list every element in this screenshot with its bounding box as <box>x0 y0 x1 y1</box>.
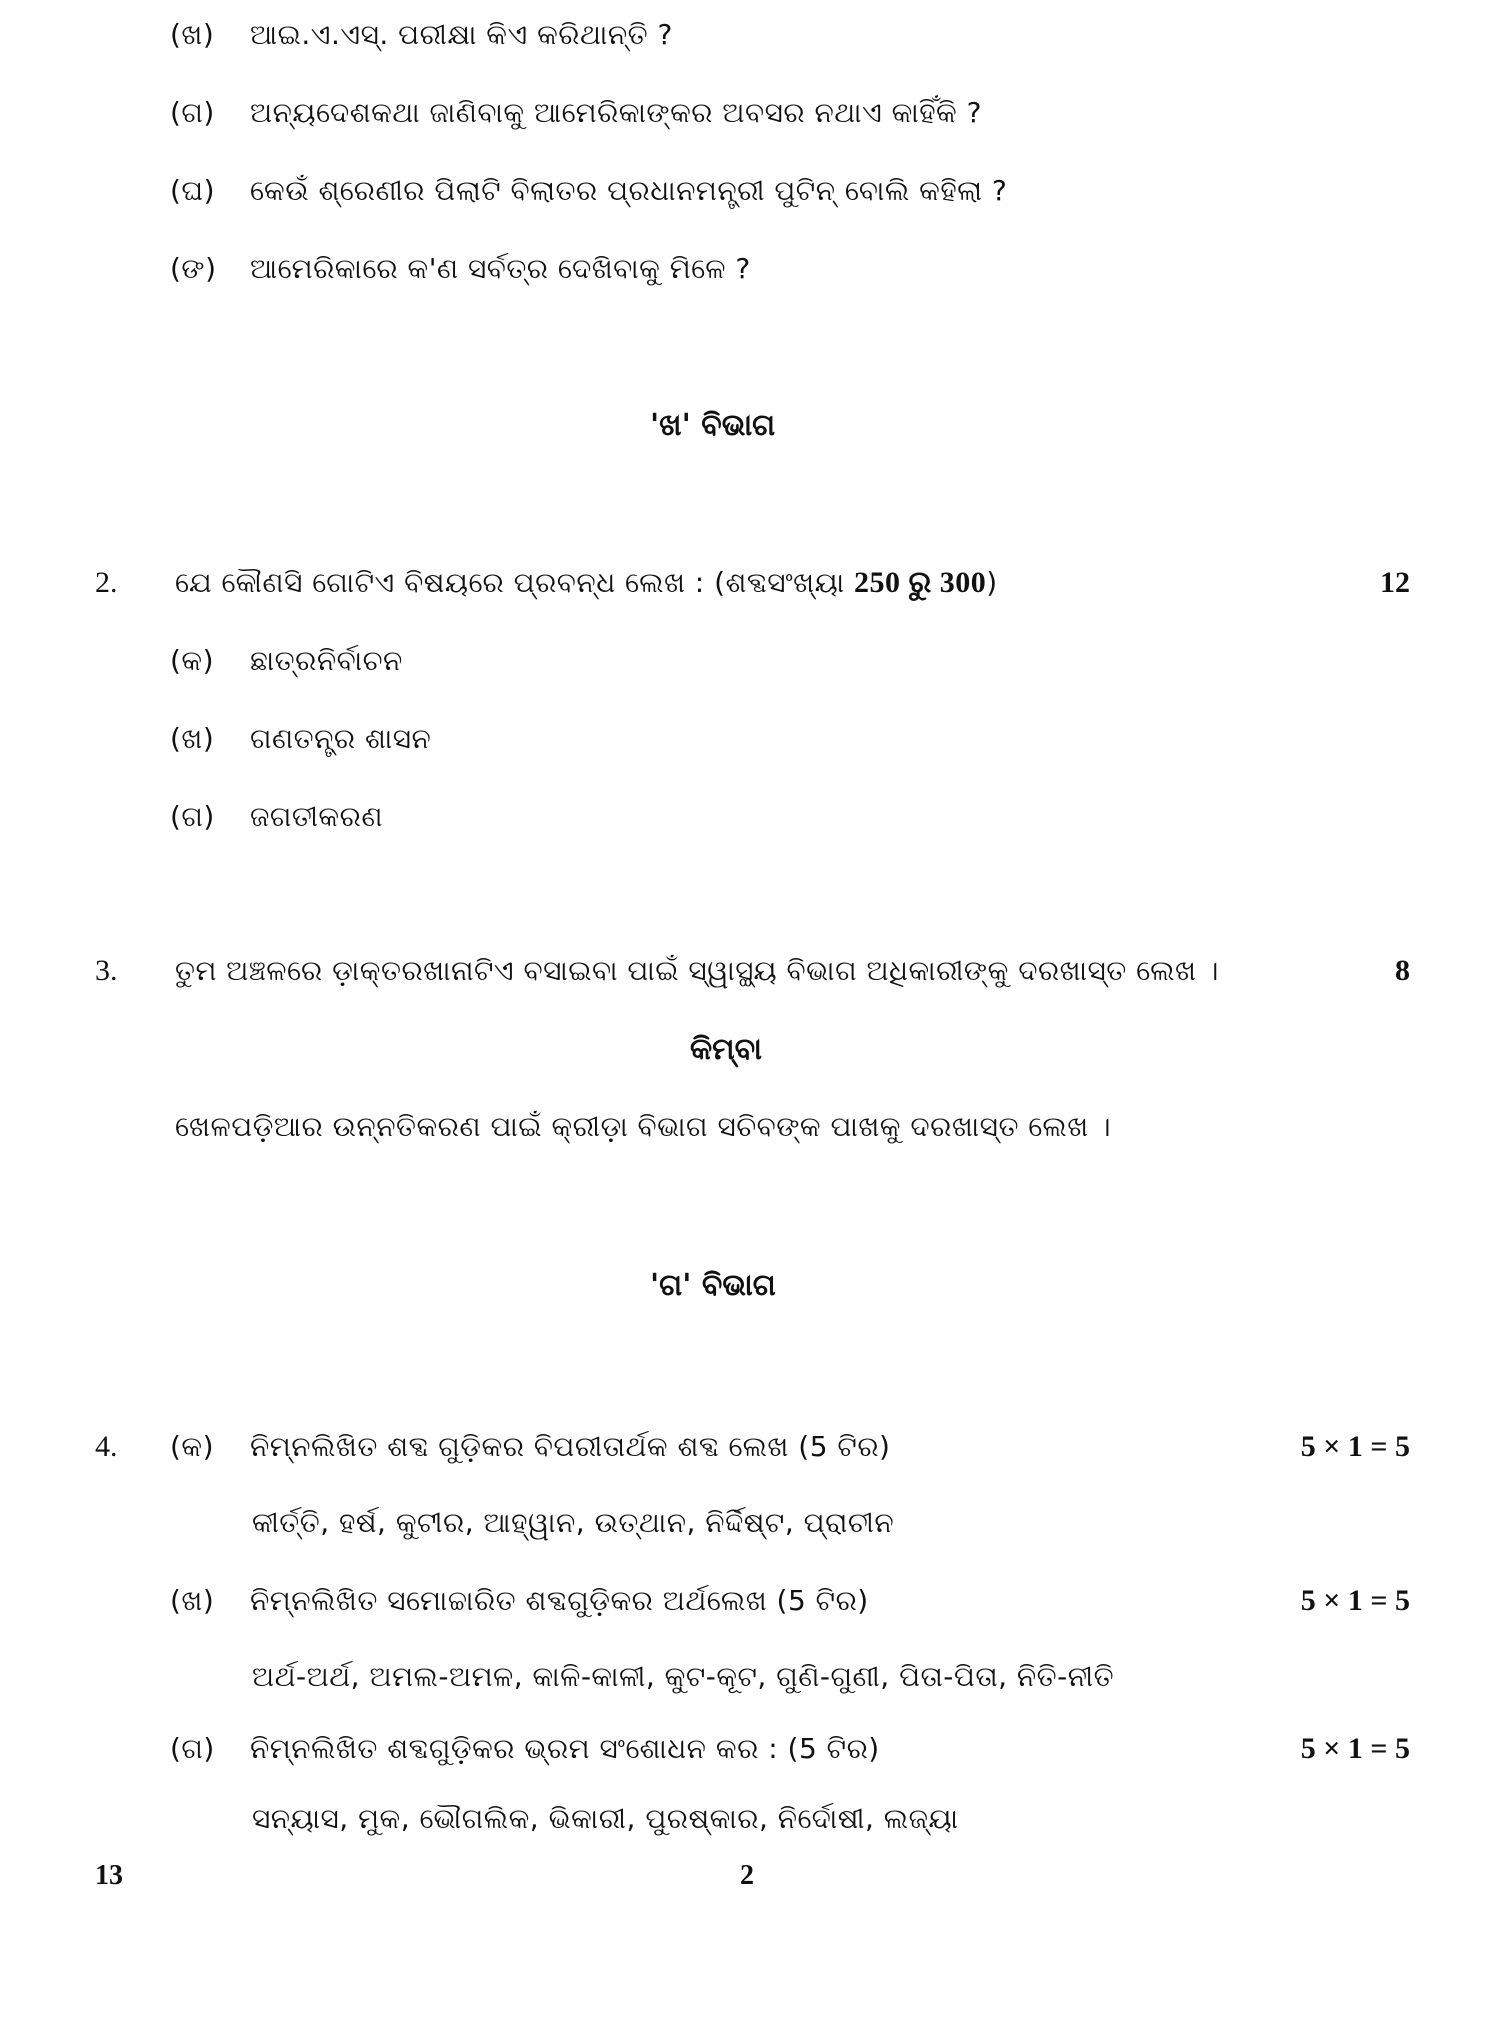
question-4-part-kha-marks: 5 × 1 = 5 <box>1300 1584 1410 1617</box>
question-2-number: 2. <box>95 566 118 599</box>
question-text: ଅନ୍ୟଦେଶକଥା ଜାଣିବାକୁ ଆମେରିକାଙ୍କର ଅବସର ନଥାଏ କାହିଁକି ? <box>250 96 983 129</box>
question-2-option-kha: (ଖ) ଗଣତନ୍ତ୍ର ଶାସନ <box>170 722 432 755</box>
question-4-part-ka: (କ) ନିମ୍ନଲିଖିତ ଶବ୍ଦ ଗୁଡ଼ିକର ବିପରୀତାର୍ଥକ ଶବ୍ଦ ଲେଖ (5 ଟିର) <box>170 1430 891 1463</box>
question-1-ga <box>170 96 982 130</box>
or-label: କିମ୍ବା <box>690 1032 762 1067</box>
question-3-marks: 8 <box>1395 954 1410 987</box>
question-3-number: 3. <box>95 954 118 987</box>
question-4-part-ga: (ଗ) ନିମ୍ନଲିଖିତ ଶବ୍ଦଗୁଡ଼ିକର ଭ୍ରମ ସଂଶୋଧନ କର : (5 ଟିର) <box>170 1732 880 1765</box>
word-range: 250 ରୁ 300 <box>853 566 987 599</box>
footer-code: 13 <box>95 1860 123 1891</box>
question-4-part-kha: (ଖ) ନିମ୍ନଲିଖିତ ସମୋଚ୍ଚାରିତ ଶବ୍ଦଗୁଡ଼ିକର ଅର୍ଥଲେଖ (5 ଟିର) <box>170 1584 869 1617</box>
question-1-kha <box>170 18 673 52</box>
question-text: କେଉଁ ଶ୍ରେଣୀର ପିଲାଟି ବିଲାତର ପ୍ରଧାନମନ୍ତ୍ରୀ ପୁଟିନ୍ ବୋଲି କହିଲା ? <box>250 174 1008 207</box>
question-1-nga <box>170 252 751 286</box>
question-4-number: 4. <box>95 1430 118 1463</box>
question-4-part-ka-words: କୀର୍ତ୍ତି, ହର୍ଷ, କୁଟୀର, ଆହ୍ୱାନ, ଉତ୍‌ଥାନ, ନିର୍ଦ୍ଦିଷ୍ଟ, ପ୍ରାଚୀନ <box>252 1506 895 1539</box>
question-4-part-ka-marks: 5 × 1 = 5 <box>1300 1430 1410 1463</box>
question-label: (ଗ) <box>170 96 215 129</box>
question-2-option-ka: (କ) ଛାତ୍ରନିର୍ବାଚନ <box>170 644 403 677</box>
question-3-text: ତୁମ ଅଞ୍ଚଳରେ ଡ଼ାକ୍ତରଖାନାଟିଏ ବସାଇବା ପାଇଁ ସ୍ୱାସ୍ଥ୍ୟ ବିଭାଗ ଅଧିକାରୀଙ୍କୁ ଦରଖାସ୍ତ ଲେଖ । <box>175 954 1219 987</box>
question-3-alt-text: ଖେଳପଡ଼ିଆର ଉନ୍ନତିକରଣ ପାଇଁ କ୍ରୀଡ଼ା ବିଭାଗ ସଚିବଙ୍କ ପାଖକୁ ଦରଖାସ୍ତ ଲେଖ । <box>175 1110 1112 1143</box>
question-2-marks: 12 <box>1380 566 1410 599</box>
question-text: ଆମେରିକାରେ କ'ଣ ସର୍ବତ୍ର ଦେଖିବାକୁ ମିଳେ ? <box>250 252 751 285</box>
question-2-option-ga: (ଗ) ଜଗତୀକରଣ <box>170 800 384 833</box>
question-text: ଆଇ.ଏ.ଏସ୍. ପରୀକ୍ଷା କିଏ କରିଥାନ୍ତି ? <box>250 18 673 51</box>
page-number: 2 <box>740 1860 754 1891</box>
section-ga-heading: 'ଗ' ବିଭାଗ <box>650 1268 776 1303</box>
question-4-part-ga-marks: 5 × 1 = 5 <box>1300 1732 1410 1765</box>
question-label: (ଘ) <box>170 174 216 207</box>
question-4-part-ga-words: ସନ୍ୟାସ, ମୁକ, ଭୌଗଲିକ, ଭିକାରୀ, ପୁରଷ୍କାର, ନିର୍ଦୋଷୀ, ଲଜ୍ୟା <box>252 1802 959 1835</box>
question-label: (ଙ) <box>170 252 217 285</box>
question-4-part-kha-words: ଅର୍ଥ-ଅର୍ଥ, ଅମଲ-ଅମଳ, କାଳି-କାଳୀ, କୁଟ-କୂଟ, ଗୁଣି-ଗୁଣୀ, ପିତା-ପିତା, ନିତି-ନୀତି <box>252 1660 1115 1693</box>
question-1-gha <box>170 174 1007 208</box>
question-label: (ଖ) <box>170 18 215 51</box>
question-2-text: ଯେ କୌଣସି ଗୋଟିଏ ବିଷୟରେ ପ୍ରବନ୍ଧ ଲେଖ : (ଶବ୍ଦସଂଖ୍ୟା 250 ରୁ 300) <box>175 566 998 599</box>
section-kha-heading: 'ଖ' ବିଭାଗ <box>650 408 776 443</box>
